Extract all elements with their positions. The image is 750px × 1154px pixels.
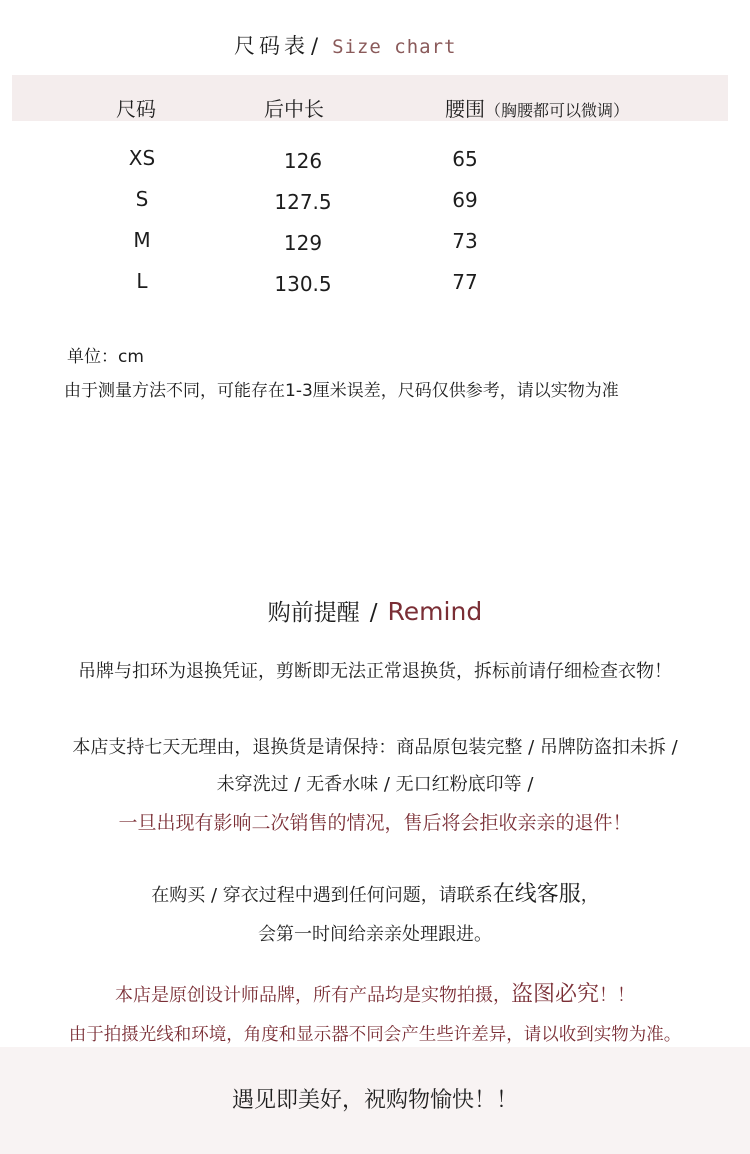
remind-title-cn: 购前提醒 [267,600,360,626]
table-cell-size: S [135,187,149,211]
brand-notice-exclaim: ！！ [599,985,635,1006]
title-slash: / [369,600,378,626]
table-cell-size: L [136,269,148,293]
unit-label: 单位：cm [67,347,144,367]
table-cell-length: 130.5 [274,272,332,296]
support-line2: 会第一时间给亲亲处理跟进。 [258,924,492,945]
table-cell-waist: 69 [452,188,478,212]
return-policy-line2: 未穿洗过 / 无香水味 / 无口红粉底印等 / [216,774,534,795]
header-length: 后中长 [264,97,324,121]
support-line1 [0,877,750,908]
table-cell-size: XS [128,146,156,170]
brand-notice-line1 [0,977,750,1008]
table-cell-length: 127.5 [274,190,332,214]
tag-notice: 吊牌与扣环为退换凭证，剪断即无法正常退换货，拆标前请仔细检查衣物！ [78,661,672,682]
measurement-note: 由于测量方法不同，可能存在1-3厘米误差，尺码仅供参考，请以实物为准 [64,381,619,401]
online-service-text: 在线客服 [492,882,581,907]
return-warning: 一旦出现有影响二次销售的情况，售后将会拒收亲亲的退件！ [118,812,632,834]
brand-notice-line2: 由于拍摄光线和环境，角度和显示器不同会产生些许差异，请以收到实物为准。 [68,1025,682,1045]
table-cell-size: M [133,228,151,252]
size-chart-title-en: Size chart [332,36,457,58]
brand-notice-text: 本店是原创设计师品牌，所有产品均是实物拍摄， [114,985,511,1006]
remind-title [0,594,750,627]
header-waist-label: 腰围 [445,97,485,121]
table-cell-waist: 73 [452,229,478,253]
remind-title-en: Remind [387,597,483,626]
header-waist [445,93,629,122]
table-cell-waist: 65 [452,147,478,171]
table-cell-length: 126 [283,149,323,173]
header-waist-note: （胸腰都可以微调） [485,101,630,120]
anti-theft-text: 盗图必究 [510,982,599,1007]
support-comma: ， [580,885,599,906]
table-cell-waist: 77 [452,270,478,294]
return-policy-line1: 本店支持七天无理由，退换货是请保持：商品原包装完整 / 吊牌防盗扣未拆 / [72,737,678,758]
size-chart-title-cn: 尺码表 [234,34,309,58]
closing-message: 遇见即美好，祝购物愉快！！ [231,1088,518,1113]
header-size: 尺码 [116,97,156,121]
title-slash: / [311,34,319,58]
table-cell-length: 129 [283,231,323,255]
support-text: 在购买 / 穿衣过程中遇到任何问题，请联系 [151,885,493,906]
size-chart-title [234,30,456,60]
